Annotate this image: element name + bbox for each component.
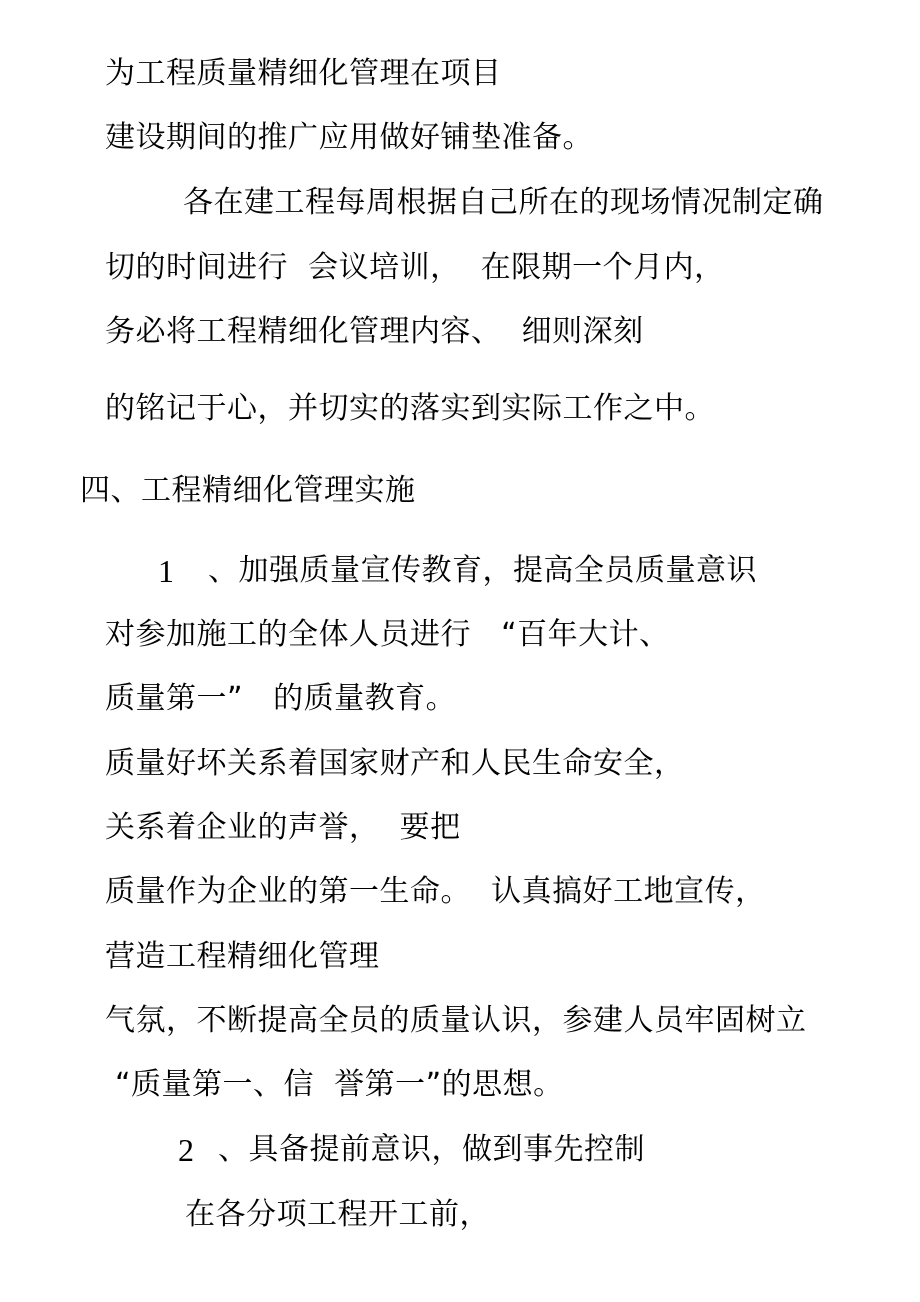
paragraph-line: 营造工程精细化管理 (105, 939, 380, 974)
section-heading: 四、工程精细化管理实施 (80, 473, 416, 508)
paragraph-line: 对参加施工的全体人员进行 “百年大计、 (105, 617, 670, 652)
paragraph-line: 质量好坏关系着国家财产和人民生命安全， (105, 746, 685, 781)
paragraph-line: 为工程质量精细化管理在项目 (105, 56, 502, 91)
paragraph-line: 质量作为企业的第一生命。 认真搞好工地宣传， (105, 874, 766, 909)
paragraph-line: 建设期间的推广应用做好铺垫准备。 (105, 120, 593, 155)
paragraph-line: 气氛，不断提高全员的质量认识，参建人员牢固树立 (105, 1003, 807, 1038)
paragraph-line: 各在建工程每周根据自己所在的现场情况制定确 (183, 185, 824, 220)
subsection-heading: 、具备提前意识，做到事先控制 (218, 1132, 645, 1167)
paragraph-line: 关系着企业的声誉， 要把 (105, 810, 461, 845)
paragraph-line: 质量第一” 的质量教育。 (105, 681, 457, 716)
subsection-number: 2 (178, 1132, 195, 1168)
paragraph-line: 切的时间进行 会议培训， 在限期一个月内， (105, 250, 725, 285)
paragraph-line: 的铭记于心，并切实的落实到实际工作之中。 (105, 391, 715, 426)
paragraph-line: “质量第一、信 誉第一”的思想。 (115, 1067, 564, 1102)
subsection-number: 1 (158, 553, 175, 589)
subsection-heading: 、加强质量宣传教育，提高全员质量意识 (208, 553, 757, 588)
paragraph-line: 在各分项工程开工前， (185, 1197, 490, 1232)
paragraph-line: 务必将工程精细化管理内容、 细则深刻 (105, 314, 644, 349)
